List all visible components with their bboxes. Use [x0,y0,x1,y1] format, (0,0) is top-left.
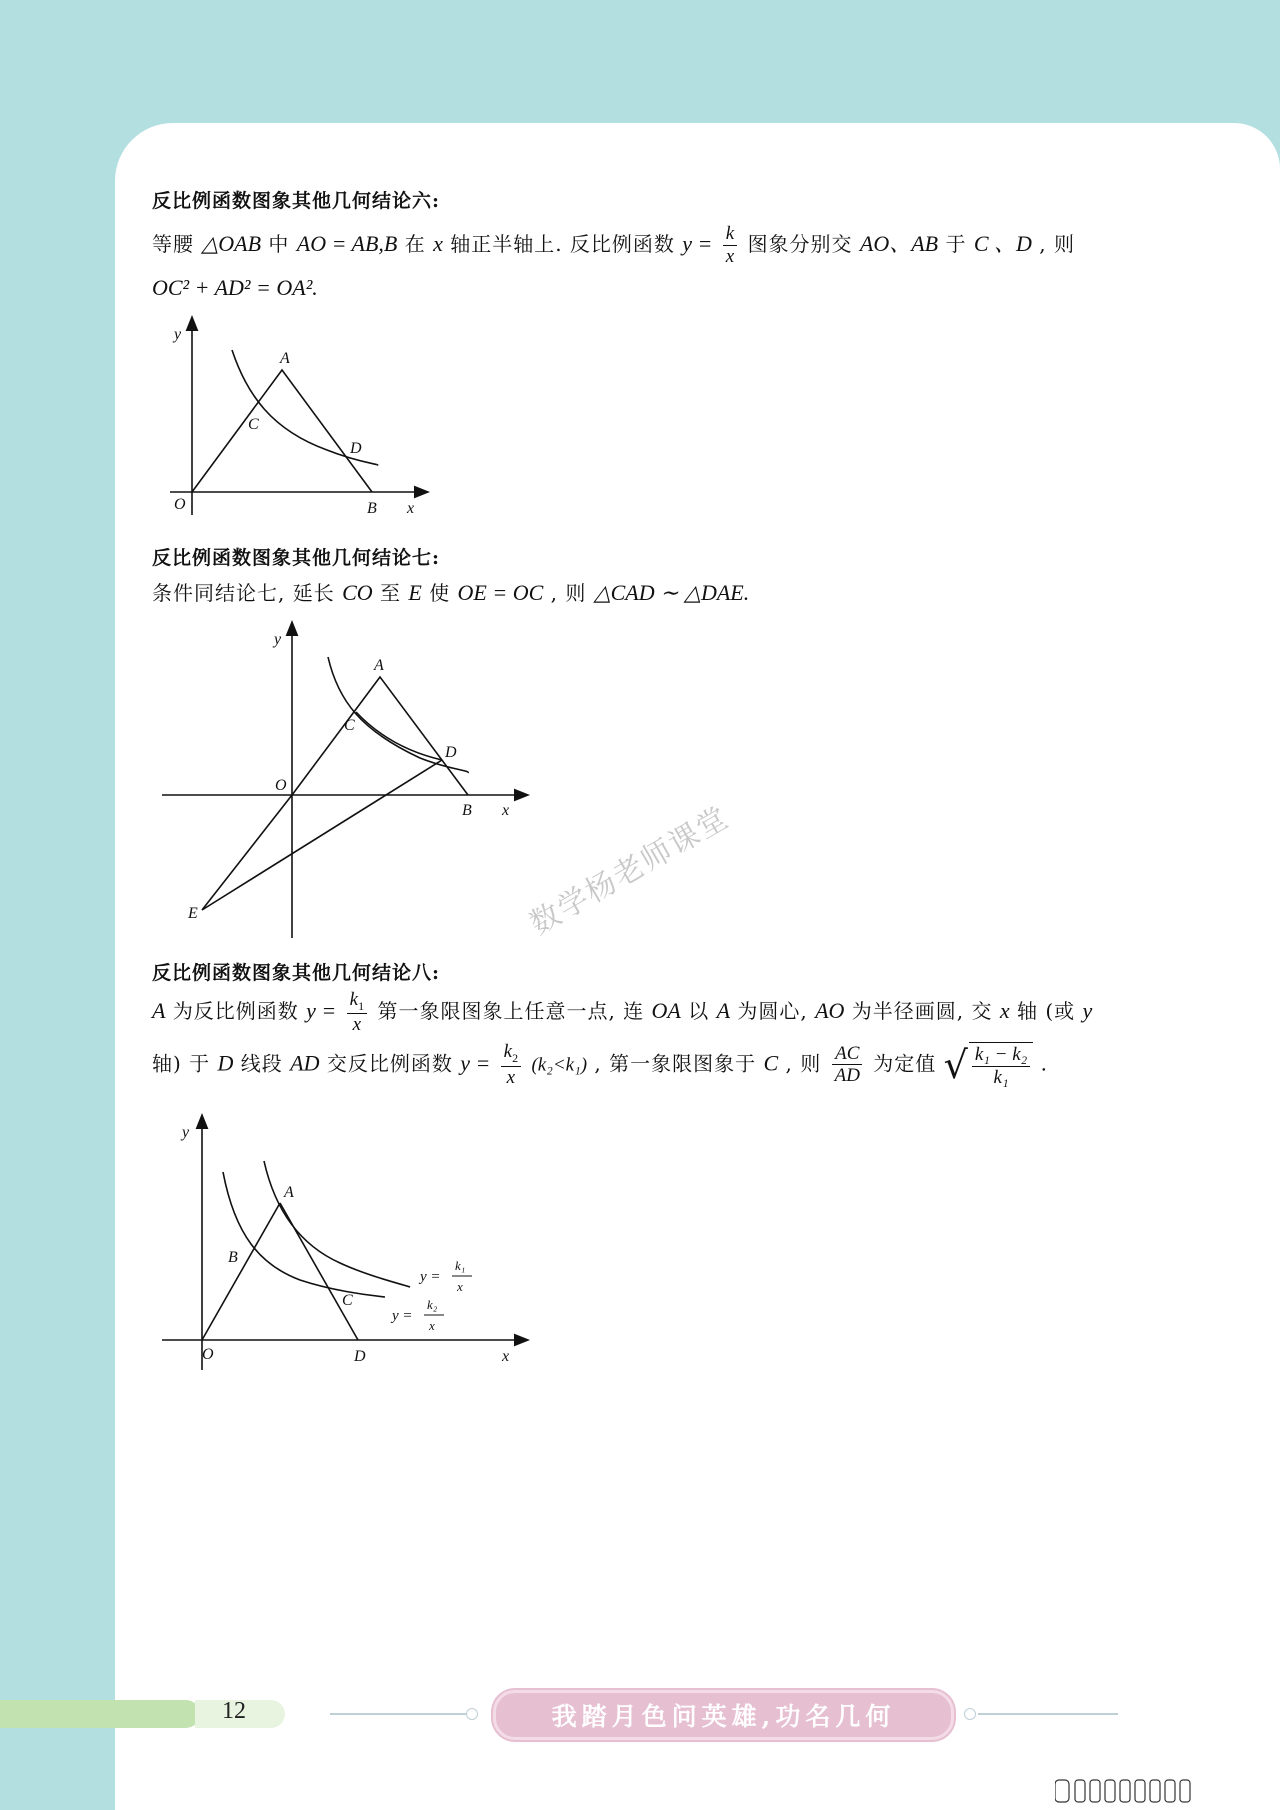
triangle-oab [192,370,372,492]
label-b: B [367,500,377,517]
label-y: y [182,1124,190,1141]
s8-f1-k: k [349,989,359,1010]
s7-p3: 使 [429,581,451,605]
s6-line2: OC² + AD² = OA². [152,275,318,300]
label-x: x [502,1348,510,1365]
s7-p2: 至 [380,581,401,605]
footer-deco-dot-left [466,1708,478,1720]
figure-conclusion-7 [160,620,530,940]
s8-l2p3: 交反比例函数 [326,1051,453,1076]
watermark: 数学杨老师课堂 [524,799,736,943]
s7-e: E [408,580,422,605]
sqrt-inner [969,1042,1033,1088]
curve1-eq: y = [420,1269,441,1285]
s7-sim: △CAD ∼ △DAE. [593,580,750,605]
s8-f1-den: x [352,1014,362,1036]
s8-fraction-1 [347,990,367,1035]
s7-eq: OE = OC [457,580,544,605]
s8-yv: y [1082,998,1093,1024]
s8-xv: x [999,998,1010,1024]
label-b: B [462,802,472,819]
s8-d: D [217,1050,234,1076]
curve2-den: x [429,1318,435,1333]
s8-p4: 为圆心, [737,999,808,1024]
section-7-statement [152,577,749,606]
label-y: y [174,326,182,343]
footer-deco-dot-right [964,1708,976,1720]
s6-p1: 等腰 [152,231,194,256]
footer-deco-line-right [978,1713,1118,1715]
curve-k1 [264,1161,410,1287]
s6-p6: 于 [945,231,967,256]
s8-ao: AO [815,998,845,1024]
section-8-statement-line-1 [152,990,1092,1035]
s8-f2-sub: 2 [512,1051,519,1066]
s8-p5: 为半径画圆, 交 [851,999,993,1024]
s6-frac-den: x [725,245,735,267]
label-x: x [407,500,415,517]
s8-c: C [763,1050,779,1076]
label-o: O [174,496,186,513]
section-8-statement-line-2 [152,1042,1048,1088]
s6-segs: AO、AB [859,230,939,256]
curve2-num: k₂ [427,1297,438,1312]
s8-yeq: y = [306,998,337,1024]
s8-f2-den: x [506,1066,516,1088]
curve-k2 [223,1172,385,1297]
label-a: A [374,657,384,674]
label-d: D [445,744,457,761]
label-o: O [275,777,287,794]
s8-cond: (k₂<k₁) [531,1054,588,1076]
s8-ratio-den: AD [834,1065,860,1087]
label-x: x [502,802,510,819]
label-b: B [228,1249,238,1266]
segment-oe [202,795,292,910]
section-6-statement-line-1 [152,224,1075,267]
section-8-title: 反比例函数图象其他几何结论八: [152,962,441,984]
sqrt-sign: √ [943,1042,969,1087]
s8-f1-sub: 1 [358,998,365,1013]
s6-xv: x [433,230,443,256]
s8-p1: 为反比例函数 [172,999,299,1024]
s8-sqrt-den: k₁ [993,1066,1009,1088]
section-6-title: 反比例函数图象其他几何结论六: [152,190,441,212]
s6-yeq: y = [682,230,713,256]
footer-deco-line-left [330,1713,470,1715]
label-d: D [354,1348,366,1365]
label-a: A [284,1184,294,1201]
segment-oa [202,1203,280,1340]
s8-sqrt [944,1042,1034,1088]
s8-ad: AD [290,1050,320,1076]
s8-a2: A [716,998,731,1024]
s6-p4: 轴正半轴上. 反比例函数 [450,231,675,256]
s6-p5: 图象分别交 [747,231,853,256]
label-e: E [188,905,198,922]
s8-l2p4: , 第一象限图象于 [594,1051,757,1076]
bars-icon [1055,1776,1255,1806]
footer-slogan: 我踏月色问英雄,功名几何 [493,1690,954,1740]
curve2-eq: y = [392,1308,413,1324]
s8-oa: OA [651,998,681,1024]
segment-ed [202,760,442,910]
s8-ratio-num: AC [832,1044,862,1066]
figure-conclusion-8 [160,1115,530,1375]
s6-p7: , 则 [1039,231,1075,256]
s6-frac-num: k [723,224,737,246]
s8-l2p2: 线段 [240,1051,283,1076]
label-c: C [342,1292,353,1309]
s7-p4: , 则 [550,581,587,605]
s8-yeq2: y = [460,1050,491,1076]
s8-end: . [1040,1051,1048,1076]
segment-cd [356,712,442,760]
curve1-num: k₁ [455,1258,466,1273]
section-7-title: 反比例函数图象其他几何结论七: [152,547,441,569]
s6-pts: C 、D [973,230,1032,256]
s6-tri: △OAB [201,230,262,256]
label-y: y [274,631,282,648]
curve1-den: x [457,1279,463,1294]
s6-p2: 中 [268,231,290,256]
s6-p3: 在 [404,231,426,256]
page-number: 12 [222,1698,246,1724]
s7-p1: 条件同结论七, 延长 [152,581,335,605]
segment-ad [280,1203,358,1340]
s7-co: CO [342,580,373,605]
footer-green-bar [0,1700,200,1728]
s8-ratio [832,1044,863,1087]
s8-f2-k: k [503,1041,513,1063]
figure-conclusion-6 [152,315,432,525]
label-o: O [202,1346,214,1363]
s8-sqrt-frac [972,1045,1030,1088]
s6-eq1: AO = AB,B [296,230,398,256]
s6-fraction [723,224,737,267]
s8-a: A [152,998,166,1024]
s8-p3: 以 [688,999,710,1024]
s8-f1-num [347,990,367,1014]
label-c: C [248,416,259,433]
s8-p6: 轴 (或 [1017,999,1076,1024]
s8-f2-num [501,1042,521,1066]
s8-p2: 第一象限图象上任意一点, 连 [377,999,645,1024]
section-6-statement-line-2 [152,275,318,301]
s8-l2p5: , 则 [785,1051,822,1076]
label-a: A [280,350,290,367]
s8-l2p6: 为定值 [873,1051,937,1076]
label-c: C [344,717,355,734]
s8-l2p1: 轴) 于 [152,1051,211,1076]
s8-sqrt-num: k₁ − k₂ [972,1045,1030,1067]
s8-fraction-2 [501,1042,521,1087]
label-d: D [350,440,362,457]
